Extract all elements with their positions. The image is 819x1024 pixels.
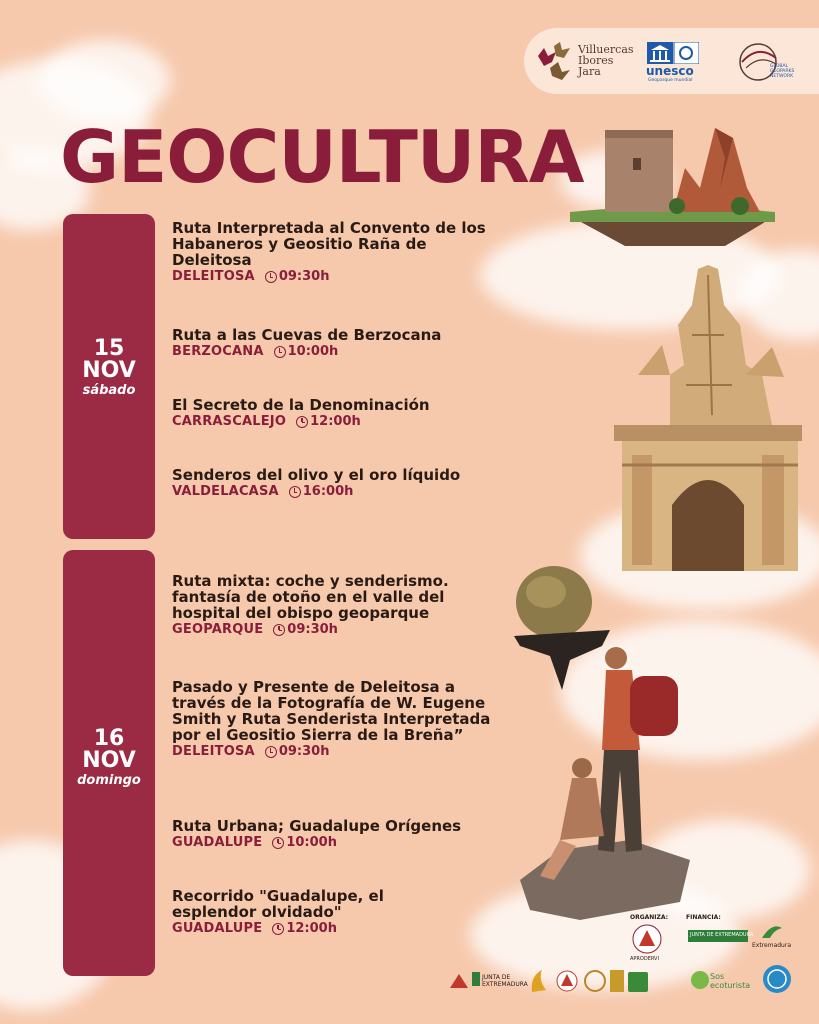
castle-island-illustration xyxy=(565,118,780,248)
event-item xyxy=(172,679,492,760)
clock-icon xyxy=(273,624,285,636)
unesco-logo-text: unesco xyxy=(646,64,694,78)
event-title: Ruta Interpretada al Convento de los Habaneros y Geositio Raña de Deleitosa xyxy=(172,219,486,269)
event-item xyxy=(172,888,422,937)
event-item xyxy=(172,818,502,851)
event-place: DELEITOSA xyxy=(172,269,255,284)
partner-green-icon xyxy=(628,972,648,992)
event-title: Senderos del olivo y el oro líquido xyxy=(172,466,461,484)
date-day: 15 xyxy=(93,336,125,361)
event-place: DELEITOSA xyxy=(172,744,255,759)
event-time: 09:30h xyxy=(278,744,330,759)
extremadura-name: Extremadura xyxy=(752,942,791,949)
partner-square-icon xyxy=(610,970,624,992)
date-day: 16 xyxy=(93,726,125,751)
event-item xyxy=(172,220,502,285)
event-time: 10:00h xyxy=(287,344,339,359)
event-title: Pasado y Presente de Deleitosa a través de la Fotografía de W. Eugene Smith y Ruta Senderista Interpretada por el Geositio Sierra de la Breña” xyxy=(172,678,491,744)
clock-icon xyxy=(265,746,277,758)
date-month: NOV xyxy=(82,748,136,773)
event-title: Ruta mixta: coche y senderismo. fantasía de otoño en el valle del hospital del obispo geoparque xyxy=(172,572,449,622)
clock-icon xyxy=(274,346,286,358)
partner-logo-icon xyxy=(528,968,550,994)
date-weekday: domingo xyxy=(77,773,141,788)
clock-icon xyxy=(296,416,308,428)
financia-label: FINANCIA: xyxy=(686,914,721,921)
event-title: Recorrido "Guadalupe, el esplendor olvidado" xyxy=(172,887,384,921)
cloud xyxy=(40,40,170,120)
globe-logo-icon xyxy=(762,964,792,994)
unesco-temple-icon xyxy=(647,42,699,64)
ggn-text: GLOBAL GEOPARKS NETWORK xyxy=(770,64,795,79)
event-item xyxy=(172,573,492,638)
event-item xyxy=(172,397,502,430)
page-title: GEOCULTURA xyxy=(60,115,584,199)
aprodervi-small-icon xyxy=(556,970,578,992)
junta-small-icon xyxy=(472,972,480,986)
date-month: NOV xyxy=(82,358,136,383)
event-title: Ruta a las Cuevas de Berzocana xyxy=(172,326,442,344)
event-time: 12:00h xyxy=(310,414,361,429)
event-time: 09:30h xyxy=(278,269,330,284)
geopark-name: Villuercas Ibores Jara xyxy=(578,43,634,78)
aprodervi-logo-icon xyxy=(632,924,662,954)
date-panel-day1 xyxy=(63,214,155,539)
hikers-illustration xyxy=(520,640,700,920)
clock-icon xyxy=(265,271,277,283)
event-title: Ruta Urbana; Guadalupe Orígenes xyxy=(172,817,462,835)
diputacion-logo-icon xyxy=(448,970,470,992)
event-place: BERZOCANA xyxy=(172,344,264,359)
organiza-label: ORGANIZA: xyxy=(630,914,669,921)
event-time: 16:00h xyxy=(302,484,354,499)
aprodervi-name: APRODERVI xyxy=(630,956,659,962)
extremadura-logo-icon xyxy=(760,922,784,942)
event-place: GUADALUPE xyxy=(172,835,263,850)
event-time: 10:00h xyxy=(286,835,337,850)
geopark-leaf-icon xyxy=(530,42,576,82)
junta-name: JUNTA DE EXTREMADURA xyxy=(690,932,754,938)
partner-round-icon xyxy=(584,970,606,992)
event-place: VALDELACASA xyxy=(172,484,279,499)
clock-icon xyxy=(289,486,301,498)
unesco-subtitle: Geoparque mundial xyxy=(648,78,693,83)
date-weekday: sábado xyxy=(82,383,136,398)
date-panel-day2 xyxy=(63,550,155,976)
event-time: 12:00h xyxy=(286,921,337,936)
event-place: GUADALUPE xyxy=(172,921,263,936)
event-title: El Secreto de la Denominación xyxy=(172,396,430,414)
event-place: CARRASCALEJO xyxy=(172,414,287,429)
eco-leaf-icon xyxy=(690,970,710,990)
event-place: GEOPARQUE xyxy=(172,622,264,637)
clock-icon xyxy=(272,837,284,849)
event-item xyxy=(172,467,462,500)
junta-bottom-name: JUNTA DE EXTREMADURA xyxy=(482,974,528,988)
ecoturismo-name: Sos ecoturista xyxy=(710,972,751,990)
clock-icon xyxy=(272,923,284,935)
event-item xyxy=(172,327,502,360)
gothic-monument-illustration xyxy=(612,265,804,575)
event-time: 09:30h xyxy=(287,622,338,637)
